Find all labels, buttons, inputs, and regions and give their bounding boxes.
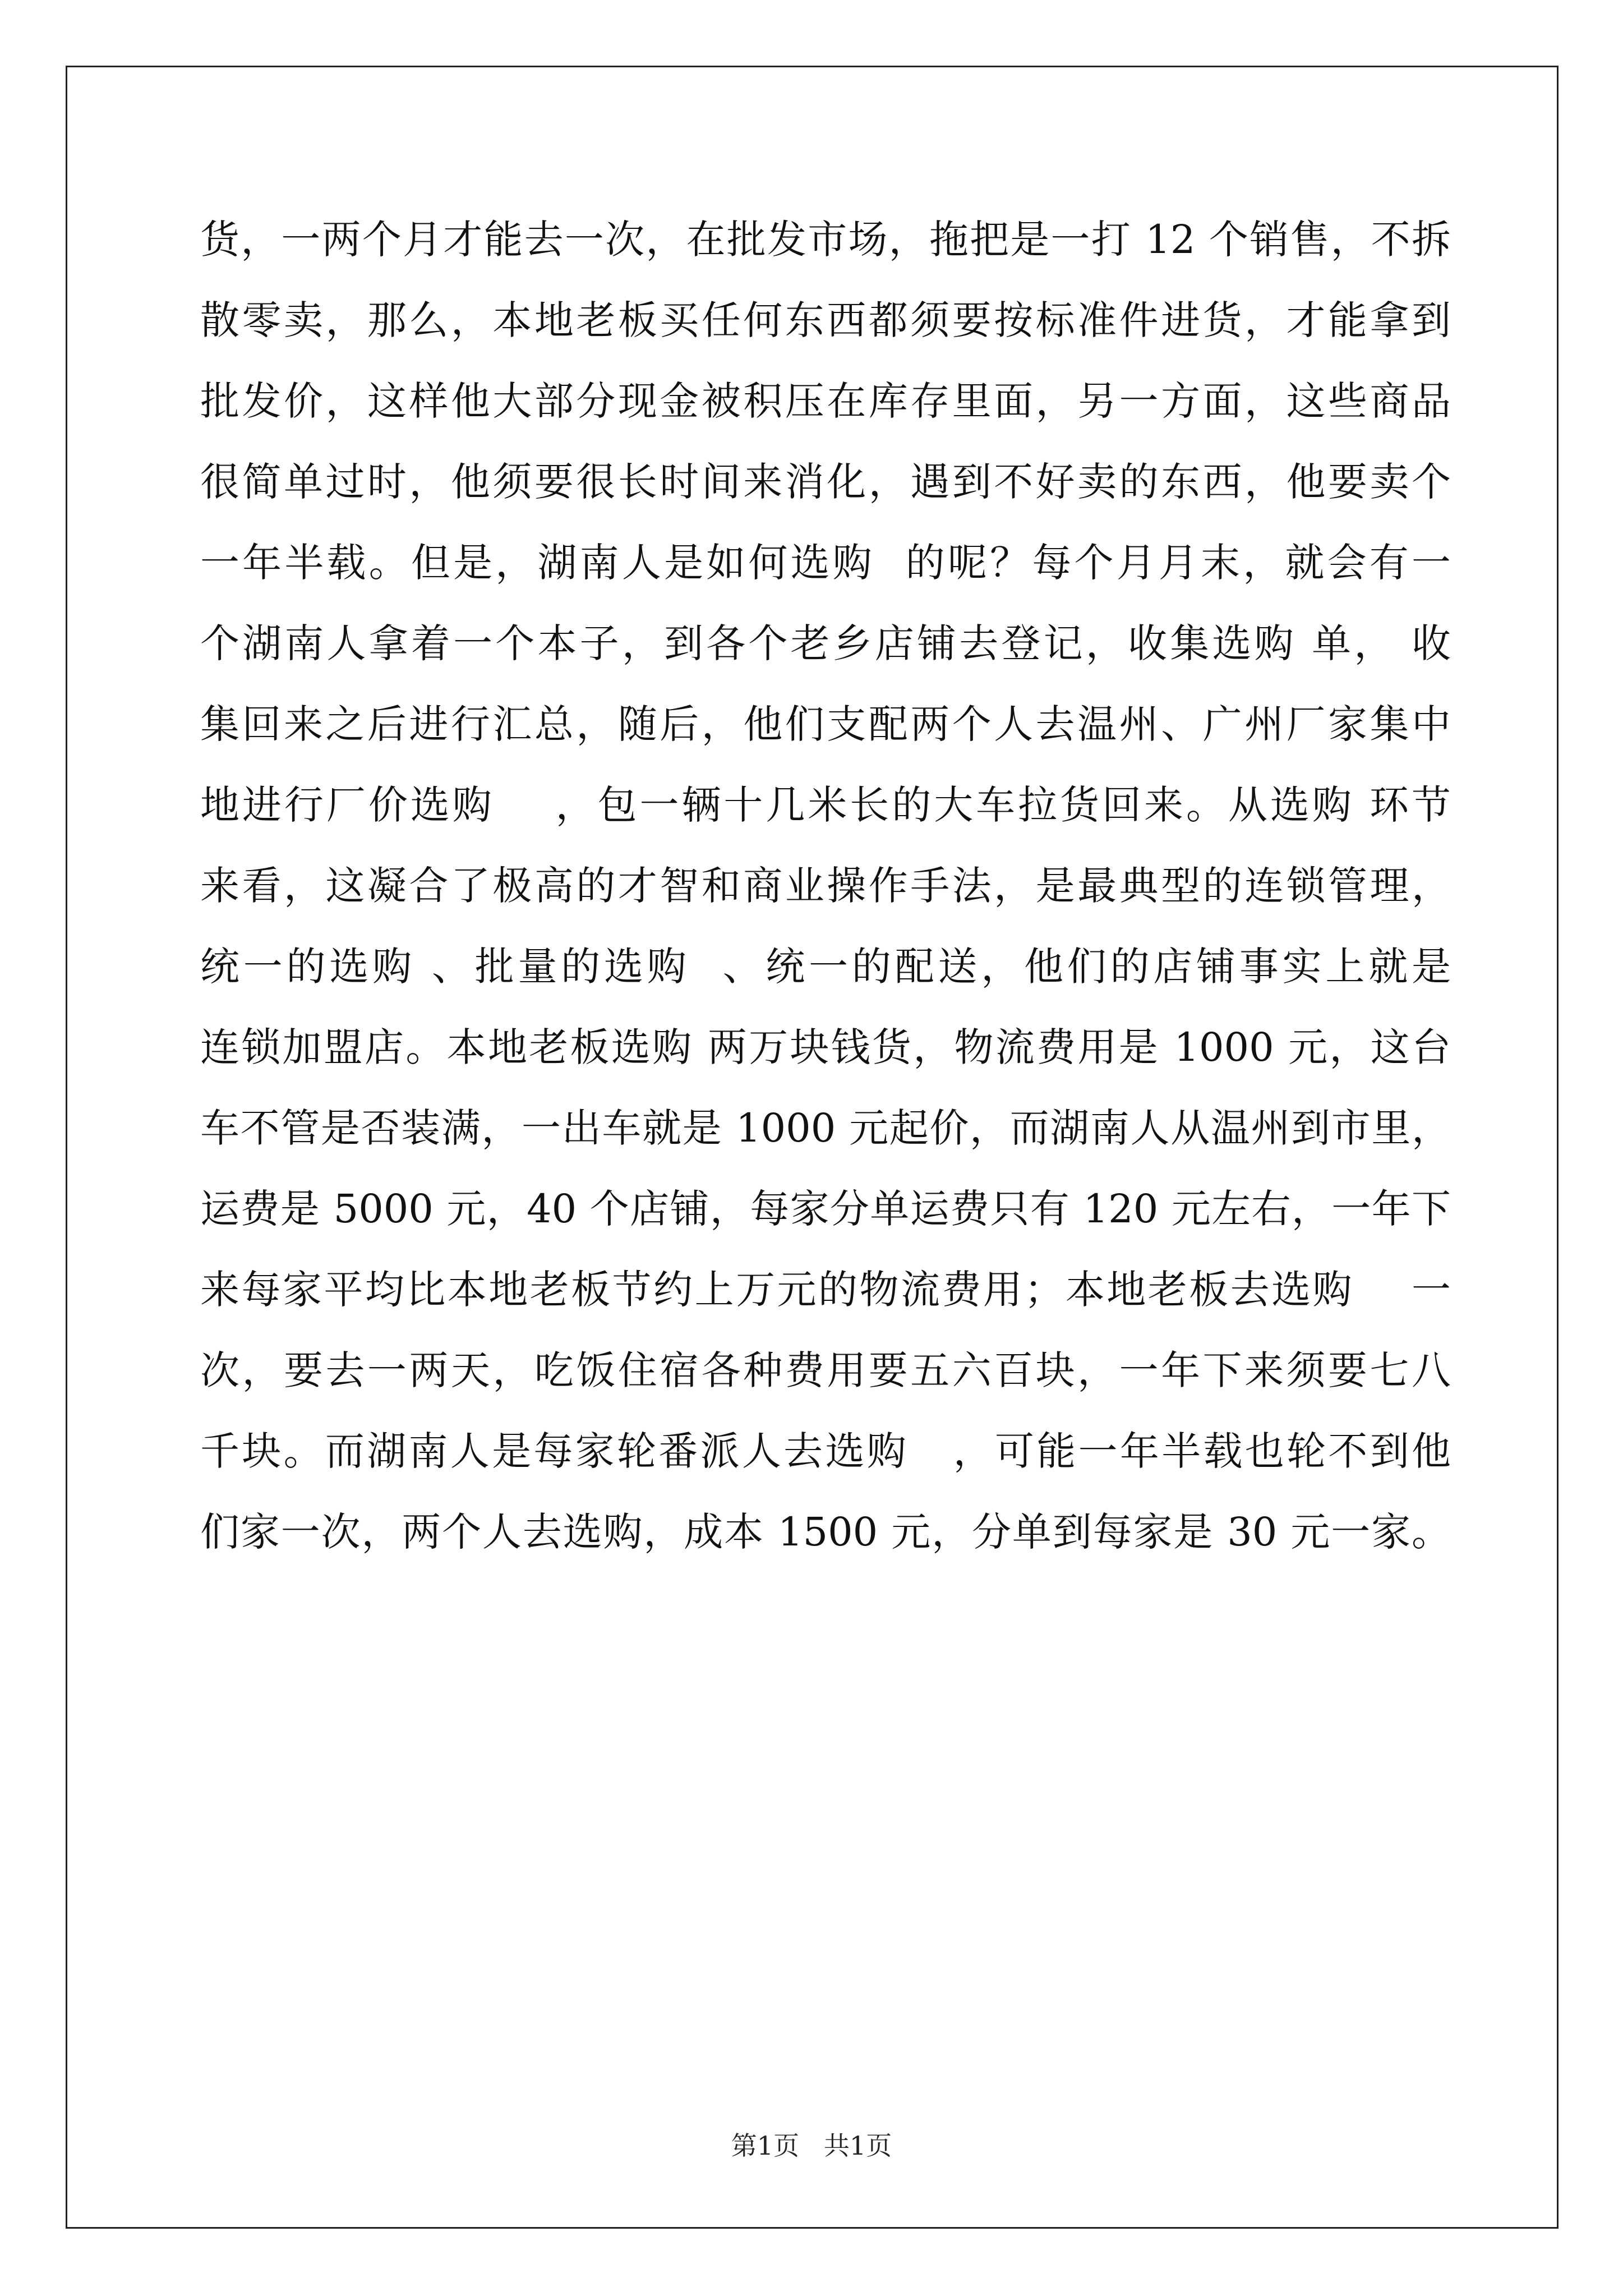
text-line: 千块。而湖南人是每家轮番派人去选购 ，可能一年半载也轮不到他 [200,1428,1451,1474]
text-line: 统一的选购 、批量的选购 、统一的配送，他们的店铺事实上就是 [200,944,1451,990]
text-line: 次，要去一两天，吃饭住宿各种费用要五六百块，一年下来须要七八 [200,1347,1451,1393]
text-line: 很简单过时，他须要很长时间来消化，遇到不好卖的东西，他要卖个 [200,459,1451,505]
text-line: 地进行厂价选购 ，包一辆十几米长的大车拉货回来。从选购 环节 [200,782,1451,828]
text-line: 批发价，这样他大部分现金被积压在库存里面，另一方面，这些商品 [200,378,1451,424]
text-line: 连锁加盟店。本地老板选购 两万块钱货，物流费用是 1000 元，这台 [200,1024,1451,1070]
text-line: 运费是 5000 元，40 个店铺，每家分单运费只有 120 元左右，一年下 [200,1186,1451,1232]
page-footer: 第1页 共1页 [731,2131,892,2161]
text-line: 们家一次，两个人去选购，成本 1500 元，分单到每家是 30 元一家。 [200,1509,1451,1555]
text-line: 个湖南人拿着一个本子，到各个老乡店铺去登记，收集选购 单， 收 [200,620,1451,666]
body-text [200,199,1451,1572]
text-line: 集回来之后进行汇总，随后，他们支配两个人去温州、广州厂家集中 [200,701,1451,747]
text-line: 一年半载。但是，湖南人是如何选购 的呢？每个月月末，就会有一 [200,540,1451,586]
text-line: 货，一两个月才能去一次，在批发市场，拖把是一打 12 个销售，不拆 [200,217,1451,263]
text-line: 车不管是否装满，一出车就是 1000 元起价，而湖南人从温州到市里， [200,1105,1451,1151]
text-line: 来每家平均比本地老板节约上万元的物流费用；本地老板去选购 一 [200,1267,1451,1313]
text-line: 来看，这凝合了极高的才智和商业操作手法，是最典型的连锁管理， [200,863,1451,909]
text-line: 散零卖，那么，本地老板买任何东西都须要按标准件进货，才能拿到 [200,297,1451,343]
